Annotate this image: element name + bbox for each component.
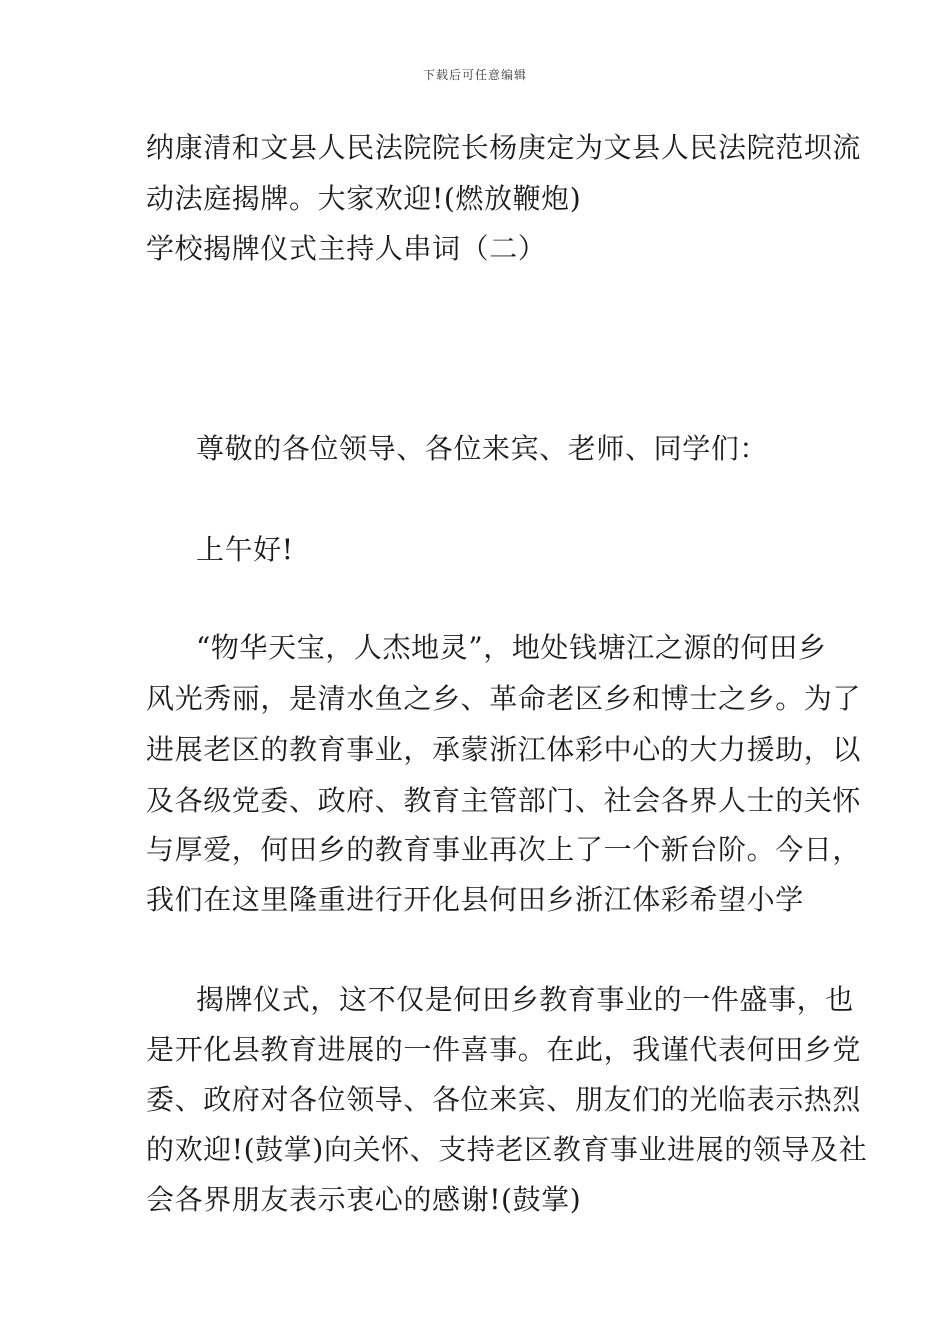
paragraph-line: “物华天宝，人杰地灵”，地处钱塘江之源的何田乡 [196,631,827,664]
paragraph-line: 委、政府对各位领导、各位来宾、朋友们的光临表示热烈 [146,1083,862,1116]
paragraph-line: 我们在这里隆重进行开化县何田乡浙江体彩希望小学 [146,883,804,916]
intro-line: 纳康清和文县人民法院院长杨庚定为文县人民法院范坝流 [146,131,862,164]
paragraph-line: 会各界朋友表示衷心的感谢!(鼓掌) [146,1183,582,1216]
paragraph-line: 与厚爱，何田乡的教育事业再次上了一个新台阶。今日， [146,833,862,866]
header-note: 下载后可任意编辑 [422,68,527,82]
intro-line: 动法庭揭牌。大家欢迎!(燃放鞭炮) [146,182,582,215]
paragraph-line: 进展老区的教育事业，承蒙浙江体彩中心的大力援助，以 [146,733,862,766]
paragraph-line: 风光秀丽，是清水鱼之乡、革命老区乡和博士之乡。为了 [146,682,862,715]
greeting: 上午好! [196,533,294,566]
paragraph-line: 的欢迎!(鼓掌)向关怀、支持老区教育事业进展的领导及社 [146,1133,868,1166]
section-title: 学校揭牌仪式主持人串词（二） [146,232,547,265]
salutation: 尊敬的各位领导、各位来宾、老师、同学们： [196,432,769,465]
paragraph-line: 是开化县教育进展的一件喜事。在此，我谨代表何田乡党 [146,1033,862,1066]
paragraph-line: 揭牌仪式，这不仅是何田乡教育事业的一件盛事，也 [196,983,854,1016]
paragraph-line: 及各级党委、政府、教育主管部门、社会各界人士的关怀 [146,784,862,817]
